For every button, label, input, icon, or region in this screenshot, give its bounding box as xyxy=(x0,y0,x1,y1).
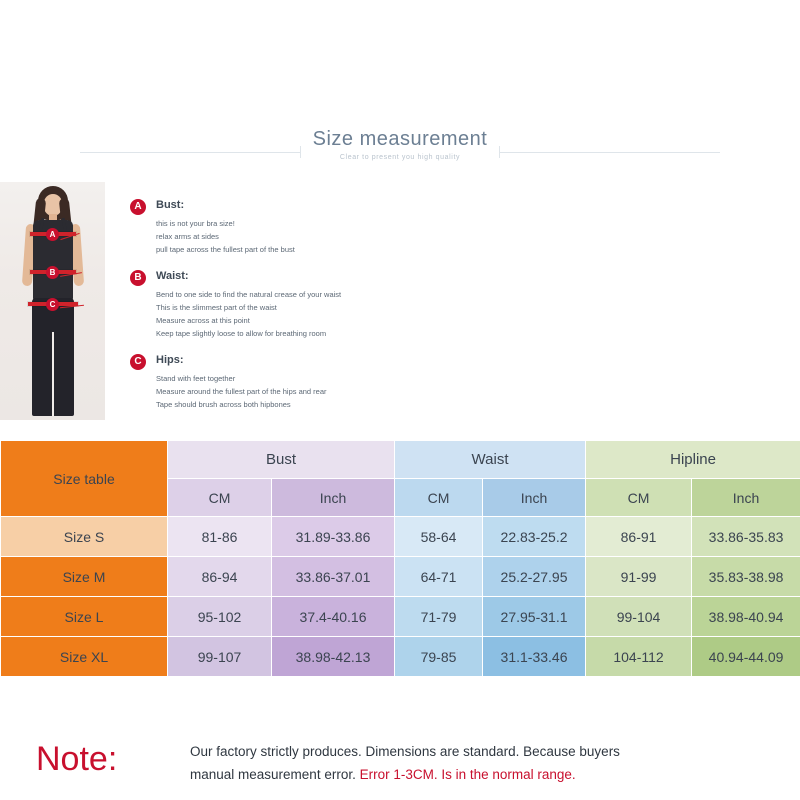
instruction-line: This is the slimmest part of the waist xyxy=(156,303,277,312)
instruction-line: Measure across at this point xyxy=(156,316,250,325)
table-row xyxy=(1,517,800,557)
badge-c-icon: C xyxy=(130,354,146,370)
table-header-group-row xyxy=(1,441,800,479)
note-line-1: Our factory strictly produces. Dimensions are standard. Because buyers xyxy=(190,744,620,759)
instruction-line: this is not your bra size! xyxy=(156,219,235,228)
instruction-heading-bust: Bust: xyxy=(156,199,185,211)
cell-waist-inch: 27.95-31.1 xyxy=(483,597,586,637)
note-text xyxy=(190,740,776,786)
instruction-block-bust xyxy=(130,199,550,256)
marker-c-icon: C xyxy=(46,298,59,311)
instruction-line: Bend to one side to find the natural crease of your waist xyxy=(156,290,342,299)
row-label-size-m: Size M xyxy=(1,557,168,597)
marker-b-icon: B xyxy=(46,266,59,279)
instruction-line: Stand with feet together xyxy=(156,374,236,383)
cell-bust-inch: 33.86-37.01 xyxy=(272,557,395,597)
leg-gap-shape xyxy=(52,332,54,416)
table-row xyxy=(1,557,800,597)
cell-waist-cm: 58-64 xyxy=(395,517,483,557)
instruction-line: Measure around the fullest part of the hips and rear xyxy=(156,387,327,396)
cell-hip-inch: 35.83-38.98 xyxy=(692,557,800,597)
instruction-line: Keep tape slightly loose to allow for breathing room xyxy=(156,329,327,338)
column-group-waist: Waist xyxy=(395,441,586,479)
note-label: Note: xyxy=(36,740,118,778)
row-label-size-xl: Size XL xyxy=(1,637,168,677)
instruction-heading-waist: Waist: xyxy=(156,270,189,282)
note-line-2-plain: manual measurement error. xyxy=(190,767,360,782)
cell-bust-cm: 81-86 xyxy=(168,517,272,557)
size-table xyxy=(0,440,800,677)
cell-waist-inch: 31.1-33.46 xyxy=(483,637,586,677)
column-unit-bust-inch: Inch xyxy=(272,479,395,517)
badge-a-icon: A xyxy=(130,199,146,215)
page-title: Size measurement xyxy=(312,128,488,150)
page-subtitle: Clear to present you high quality xyxy=(339,154,461,161)
cell-bust-cm: 95-102 xyxy=(168,597,272,637)
column-group-bust: Bust xyxy=(168,441,395,479)
column-unit-waist-cm: CM xyxy=(395,479,483,517)
badge-b-icon: B xyxy=(130,270,146,286)
instruction-line: pull tape across the fullest part of the bust xyxy=(156,245,295,254)
cell-bust-inch: 31.89-33.86 xyxy=(272,517,395,557)
instruction-block-waist xyxy=(130,270,550,340)
cell-hip-inch: 38.98-40.94 xyxy=(692,597,800,637)
cell-waist-inch: 22.83-25.2 xyxy=(483,517,586,557)
size-table-wrapper xyxy=(0,440,800,677)
cell-waist-inch: 25.2-27.95 xyxy=(483,557,586,597)
column-group-hipline: Hipline xyxy=(586,441,800,479)
table-row xyxy=(1,597,800,637)
cell-bust-cm: 99-107 xyxy=(168,637,272,677)
cell-hip-cm: 91-99 xyxy=(586,557,692,597)
cell-hip-cm: 104-112 xyxy=(586,637,692,677)
column-unit-hip-cm: CM xyxy=(586,479,692,517)
instruction-heading-hips: Hips: xyxy=(156,354,184,366)
cell-hip-cm: 86-91 xyxy=(586,517,692,557)
instruction-line: Tape should brush across both hipbones xyxy=(156,400,291,409)
measurement-instructions xyxy=(130,198,550,425)
instruction-block-hips xyxy=(130,354,550,411)
marker-a-icon: A xyxy=(46,228,59,241)
column-unit-hip-inch: Inch xyxy=(692,479,800,517)
cell-bust-cm: 86-94 xyxy=(168,557,272,597)
cell-hip-inch: 33.86-35.83 xyxy=(692,517,800,557)
note-line-2-warning: Error 1-3CM. Is in the normal range. xyxy=(359,767,576,782)
note-line-2 xyxy=(190,763,776,786)
cell-waist-cm: 71-79 xyxy=(395,597,483,637)
cell-waist-cm: 79-85 xyxy=(395,637,483,677)
page-title-block xyxy=(0,128,800,161)
column-unit-bust-cm: CM xyxy=(168,479,272,517)
instruction-line: relax arms at sides xyxy=(156,232,219,241)
cell-hip-inch: 40.94-44.09 xyxy=(692,637,800,677)
column-unit-waist-inch: Inch xyxy=(483,479,586,517)
table-corner-label: Size table xyxy=(1,441,168,517)
cell-hip-cm: 99-104 xyxy=(586,597,692,637)
row-label-size-s: Size S xyxy=(1,517,168,557)
row-label-size-l: Size L xyxy=(1,597,168,637)
note-section xyxy=(0,728,800,800)
model-photo xyxy=(0,182,105,420)
cell-bust-inch: 38.98-42.13 xyxy=(272,637,395,677)
table-row xyxy=(1,637,800,677)
cell-waist-cm: 64-71 xyxy=(395,557,483,597)
cell-bust-inch: 37.4-40.16 xyxy=(272,597,395,637)
